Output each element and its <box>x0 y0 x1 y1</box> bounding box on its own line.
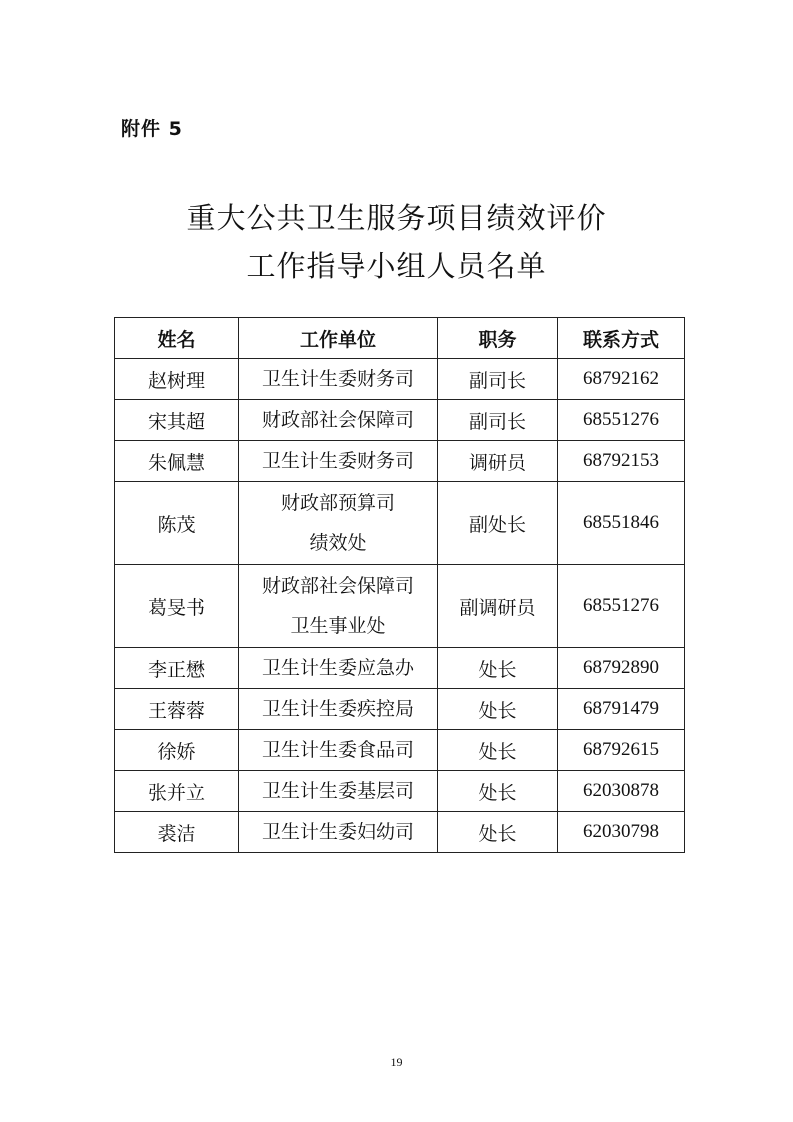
unit-line: 财政部社会保障司 <box>261 575 414 597</box>
cell-unit <box>239 730 438 771</box>
cell-unit <box>239 812 438 853</box>
header-phone: 联系方式 <box>558 318 685 359</box>
cell-position: 副调研员 <box>438 565 558 648</box>
unit-line: 卫生事业处 <box>290 615 386 637</box>
unit-line: 卫生计生委财务司 <box>261 368 414 390</box>
table-row <box>115 441 685 482</box>
table-row <box>115 648 685 689</box>
cell-name: 葛旻书 <box>115 565 239 648</box>
header-position: 职务 <box>438 318 558 359</box>
cell-phone: 68792162 <box>558 359 685 400</box>
cell-name: 徐娇 <box>115 730 239 771</box>
cell-position: 处长 <box>438 771 558 812</box>
cell-unit <box>239 441 438 482</box>
unit-line: 卫生计生委财务司 <box>261 450 414 472</box>
table-body <box>115 359 685 853</box>
cell-name: 朱佩慧 <box>115 441 239 482</box>
cell-name: 赵树理 <box>115 359 239 400</box>
table-row <box>115 689 685 730</box>
cell-position: 处长 <box>438 812 558 853</box>
cell-phone: 62030878 <box>558 771 685 812</box>
table-row <box>115 730 685 771</box>
cell-unit <box>239 565 438 648</box>
table-header-row <box>115 318 685 359</box>
cell-name: 王蓉蓉 <box>115 689 239 730</box>
cell-unit <box>239 771 438 812</box>
cell-unit <box>239 400 438 441</box>
cell-position: 副司长 <box>438 400 558 441</box>
cell-name: 陈茂 <box>115 482 239 565</box>
table-row <box>115 565 685 648</box>
cell-phone: 68792153 <box>558 441 685 482</box>
cell-unit <box>239 482 438 565</box>
cell-phone: 68551276 <box>558 400 685 441</box>
cell-phone: 62030798 <box>558 812 685 853</box>
personnel-table <box>114 317 685 853</box>
header-unit: 工作单位 <box>239 318 438 359</box>
unit-line: 卫生计生委疾控局 <box>261 698 414 720</box>
unit-line: 卫生计生委应急办 <box>261 657 414 679</box>
cell-name: 裘洁 <box>115 812 239 853</box>
table-row <box>115 400 685 441</box>
cell-phone: 68791479 <box>558 689 685 730</box>
page-number: 19 <box>390 1055 403 1069</box>
attachment-label: 附件 5 <box>121 118 183 140</box>
cell-unit <box>239 689 438 730</box>
cell-phone: 68792615 <box>558 730 685 771</box>
cell-position: 处长 <box>438 689 558 730</box>
cell-position: 调研员 <box>438 441 558 482</box>
unit-line: 卫生计生委基层司 <box>261 780 414 802</box>
table-row <box>115 482 685 565</box>
unit-line: 财政部预算司 <box>280 492 395 514</box>
cell-unit <box>239 359 438 400</box>
cell-name: 宋其超 <box>115 400 239 441</box>
table-row <box>115 359 685 400</box>
unit-line: 财政部社会保障司 <box>261 409 414 431</box>
unit-line: 卫生计生委妇幼司 <box>261 821 414 843</box>
cell-name: 张并立 <box>115 771 239 812</box>
cell-name: 李正懋 <box>115 648 239 689</box>
cell-position: 副司长 <box>438 359 558 400</box>
unit-line: 绩效处 <box>309 532 367 554</box>
cell-unit <box>239 648 438 689</box>
header-name: 姓名 <box>115 318 239 359</box>
cell-phone: 68551276 <box>558 565 685 648</box>
document-title-line-2: 工作指导小组人员名单 <box>246 249 547 283</box>
cell-position: 处长 <box>438 730 558 771</box>
document-title-line-1: 重大公共卫生服务项目绩效评价 <box>186 201 607 235</box>
unit-line: 卫生计生委食品司 <box>261 739 414 761</box>
cell-position: 处长 <box>438 648 558 689</box>
table-row <box>115 771 685 812</box>
table-row <box>115 812 685 853</box>
cell-phone: 68551846 <box>558 482 685 565</box>
cell-phone: 68792890 <box>558 648 685 689</box>
cell-position: 副处长 <box>438 482 558 565</box>
